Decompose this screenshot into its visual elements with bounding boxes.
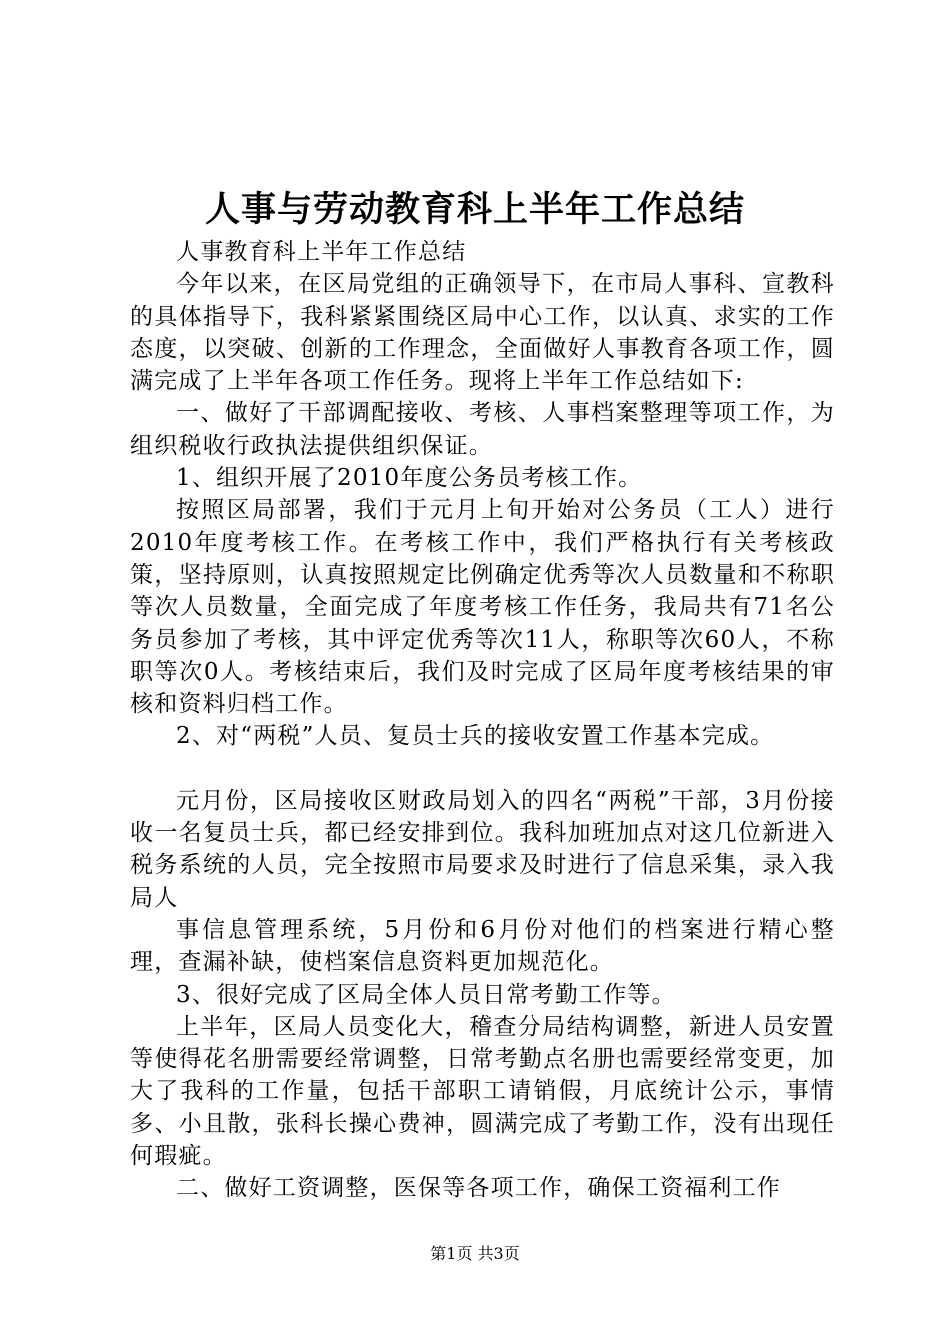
paragraph-item-2-body-continued: 事信息管理系统，5月份和6月份对他们的档案进行精心整理，查漏补缺，使档案信息资料更加规范化。 xyxy=(130,916,835,976)
paragraph-section-2-heading: 二、做好工资调整，医保等各项工作，确保工资福利工作 xyxy=(176,1175,781,1202)
paragraph-section-1-heading: 一、做好了干部调配接收、考核、人事档案整理等项工作，为组织税收行政执法提供组织保证。 xyxy=(130,400,835,459)
paragraph-intro: 今年以来，在区局党组的正确领导下，在市局人事科、宣教科的具体指导下，我科紧紧围绕区局中心工作，以认真、求实的工作态度，以突破、创新的工作理念，全面做好人事教育各项工作，圆满完成了上半年各项工作任务。现将上半年工作总结如下: xyxy=(130,271,835,395)
paragraph-item-3-heading: 3、很好完成了区局全体人员日常考勤工作等。 xyxy=(176,981,676,1008)
paragraph-item-1-heading: 1、组织开展了2010年度公务员考核工作。 xyxy=(176,465,643,492)
document-body xyxy=(130,236,835,1205)
page-number-footer: 第1页 共3页 xyxy=(430,1244,520,1263)
paragraph-item-1-body: 按照区局部署，我们于元月上旬开始对公务员（工人）进行2010年度考核工作。在考核工作中，我们严格执行有关考核政策，坚持原则，认真按照规定比例确定优秀等次人员数量和不称职等次人员数量，全面完成了年度考核工作任务，我局共有71名公务员参加了考核，其中评定优秀等次11人，称职等次60人，不称职等次0人。考核结束后，我们及时完成了区局年度考核结果的审核和资料归档工作。 xyxy=(130,497,835,718)
paragraph-item-2-heading: 2、对“两税”人员、复员士兵的接收安置工作基本完成。 xyxy=(176,723,775,750)
document-title: 人事与劳动教育科上半年工作总结 xyxy=(204,189,745,230)
paragraph-item-3-body: 上半年，区局人员变化大，稽查分局结构调整，新进人员安置等使得花名册需要经常调整，日常考勤点名册也需要经常变更，加大了我科的工作量，包括干部职工请销假，月底统计公示，事情多、小且散，张科长操心费神，圆满完成了考勤工作，没有出现任何瑕疵。 xyxy=(130,1013,835,1170)
paragraph-subtitle: 人事教育科上半年工作总结 xyxy=(176,239,467,265)
paragraph-item-2-body: 元月份，区局接收区财政局划入的四名“两税”干部，3月份接收一名复员士兵，都已经安排到位。我科加班加点对这几位新进入税务系统的人员，完全按照市局要求及时进行了信息采集，录入我局人 xyxy=(130,787,835,911)
